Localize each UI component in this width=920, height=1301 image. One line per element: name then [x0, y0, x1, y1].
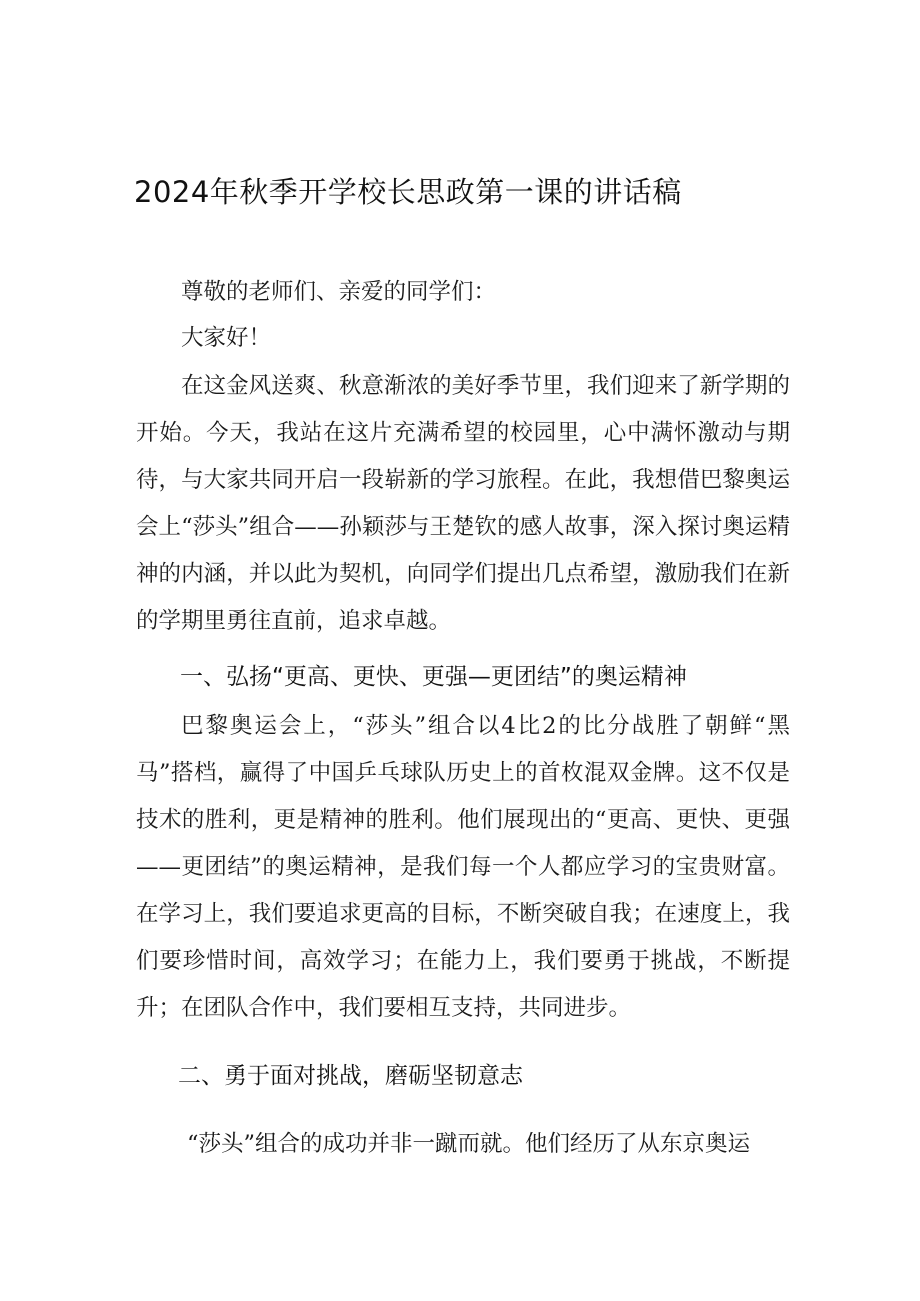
intro-paragraph: 在这金风送爽、秋意渐浓的美好季节里，我们迎来了新学期的开始。今天，我站在这片充满希望的校园里，心中满怀激动与期待，与大家共同开启一段崭新的学习旅程。在此，我想借巴黎奥运会上“莎头”组合——孙颖莎与王楚钦的感人故事，深入探讨奥运精神的内涵，并以此为契机，向同学们提出几点希望，激励我们在新的学期里勇往直前，追求卓越。 — [136, 373, 790, 634]
section-heading-2: 二、勇于面对挑战，磨砺坚韧意志 — [178, 1063, 523, 1089]
document-title: 2024年秋季开学校长思政第一课的讲话稿 — [134, 175, 682, 209]
section-1-paragraph: 巴黎奥运会上，“莎头”组合以4比2的比分战胜了朝鲜“黑马”搭档，赢得了中国乒乓球队历史上的首枚混双金牌。这不仅是技术的胜利，更是精神的胜利。他们展现出的“更高、更快、更强——更团结”的奥运精神，是我们每一个人都应学习的宝贵财富。在学习上，我们要追求更高的目标，不断突破自我；在速度上，我们要珍惜时间，高效学习；在能力上，我们要勇于挑战，不断提升；在团队合作中，我们要相互支持，共同进步。 — [136, 713, 790, 1021]
greeting: 大家好！ — [181, 325, 272, 351]
section-2-paragraph-start: “莎头”组合的成功并非一蹴而就。他们经历了从东京奥运 — [187, 1131, 751, 1157]
salutation: 尊敬的老师们、亲爱的同学们： — [181, 279, 497, 305]
section-heading-1: 一、弘扬“更高、更快、更强—更团结”的奥运精神 — [180, 664, 687, 690]
